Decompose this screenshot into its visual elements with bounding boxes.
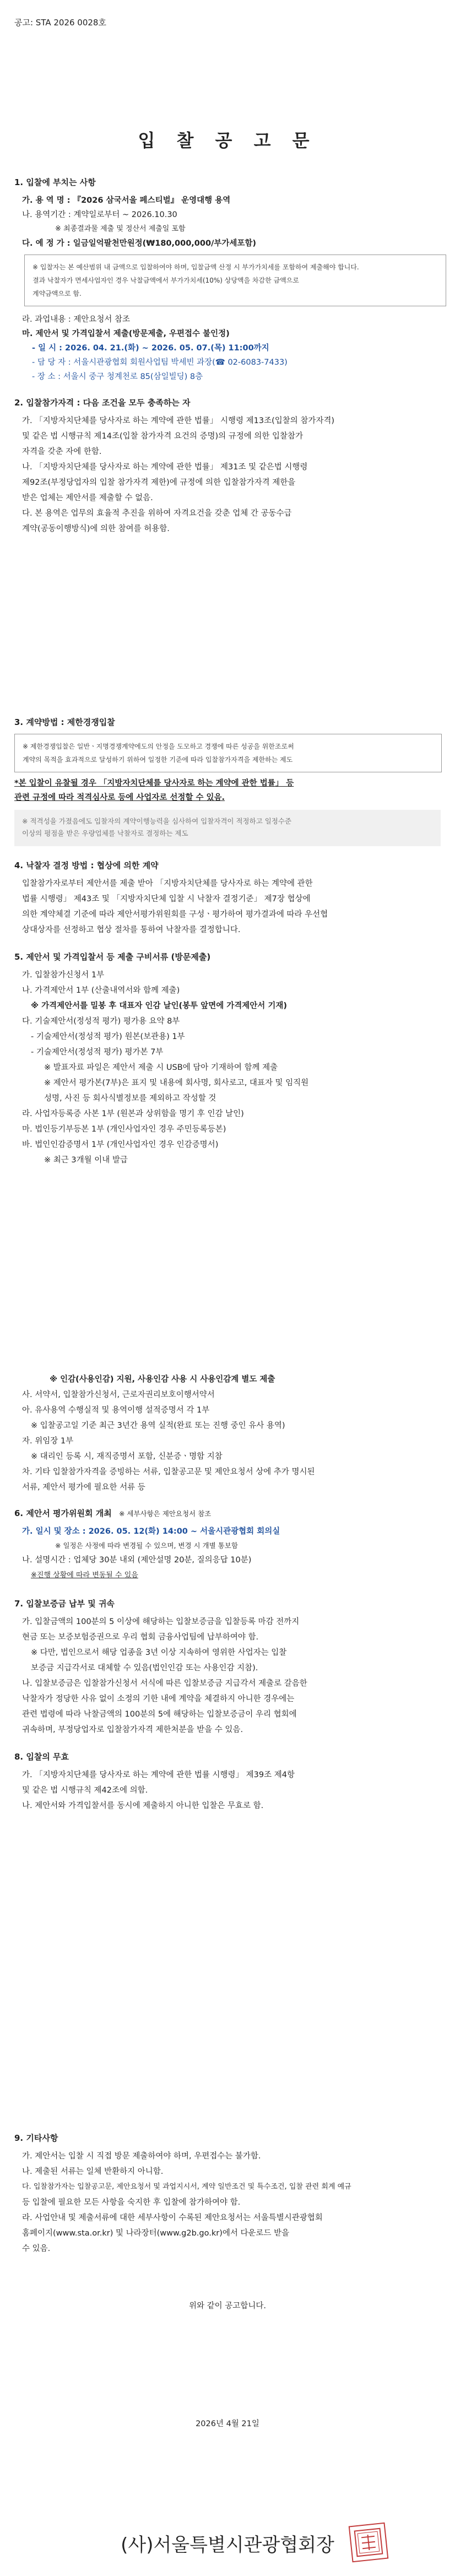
misc-line: 다. 입찰참가자는 입찰공고문, 제안요청서 및 과업지시서, 계약 일반조건 및 특수조건, 입찰 관련 회계 예규 <box>22 2183 351 2191</box>
seal-note: ※ 인감(사용인감) 지원, 사용인감 사용 시 사용인감계 별도 제출 <box>50 1375 275 1384</box>
committee-datetime: 가. 일시 및 장소 : 2026. 05. 12(화) 14:00 ~ 서울시관광협회 회의실 <box>22 1527 280 1536</box>
estimated-price: 다. 예 정 가 : 일금일억팔천만원정(₩180,000,000/부가세포함) <box>22 239 257 248</box>
committee-note: ※ 일정은 사정에 따라 변경될 수 있으며, 변경 시 개별 통보함 <box>55 1541 238 1550</box>
qual-line: 받은 업체는 제안서를 제출할 수 없음. <box>22 494 153 502</box>
doc-line: - 기술제안서(정성적 평가) 평가본 7부 <box>31 1048 164 1057</box>
qual-line: 및 같은 법 시행규칙 제14조(입찰 참가자격 요건의 증명)의 규정에 의한 입찰참가 <box>22 432 304 441</box>
misc-line: 라. 사업안내 및 제출서류에 대한 세부사항이 수록된 제안요청서는 서울특별시관광협회 <box>22 2214 323 2222</box>
invalid-line: 가. 「지방자치단체를 당사자로 하는 계약에 관한 법률 시행령」 제39조 제4항 <box>22 1771 295 1779</box>
deposit-line: 낙찰자가 정당한 사유 없이 소정의 기한 내에 계약을 체결하지 아니한 경우에는 <box>22 1695 295 1703</box>
deposit-line: 나. 입찰보증금은 입찰참가신청서 서식에 따른 입찰보증금 지급각서 제출로 갈음한 <box>22 1679 307 1688</box>
doc-line: ※ 가격제안서를 밀봉 후 대표자 인감 날인(봉투 앞면에 가격제안서 기재) <box>31 1002 287 1010</box>
official-seal <box>349 2523 389 2563</box>
invalid-line: 나. 제안서와 가격입찰서를 동시에 제출하지 아니한 입찰은 무효로 함. <box>22 1801 264 1810</box>
presentation-note: ※진행 상황에 따라 변동될 수 있음 <box>31 1571 138 1579</box>
deposit-line: 가. 입찰금액의 100분의 5 이상에 해당하는 입찰보증금을 입찰등록 마감 전까지 <box>22 1617 300 1626</box>
service-name: 가. 용 역 명 : 『2026 삼국서울 페스티벌』 운영대행 용역 <box>22 196 231 205</box>
section-7-heading: 7. 입찰보증금 납부 및 귀속 <box>14 1599 115 1609</box>
contract-note-1: ※ 제한경쟁입찰은 일반ㆍ지명경쟁계약에도의 안정을 도모하고 경쟁에 따른 성공을 위한조로써 <box>23 743 294 750</box>
deposit-line: 현금 또는 보증보험증권으로 우리 협회 금융사업팀에 납부하여야 함. <box>22 1633 259 1642</box>
doc-line: 사. 서약서, 입찰참가신청서, 근로자권리보호이행서약서 <box>22 1390 215 1399</box>
submission-location: - 장 소 : 서울시 중구 청계천로 85(삼일빌딩) 8층 <box>32 372 203 381</box>
doc-line: 라. 사업자등록증 사본 1부 (원본과 상위함을 명기 후 인감 날인) <box>22 1110 244 1118</box>
rebid-notice-2: 관련 규정에 따라 적격심사로 등에 사업자로 선정할 수 있음. <box>14 793 225 802</box>
doc-line: 자. 위임장 1부 <box>22 1437 74 1446</box>
doc-line: 바. 법인인감증명서 1부 (개인사업자인 경우 인감증명서) <box>22 1140 219 1149</box>
doc-line: 아. 유사용역 수행실적 및 용역이행 설적증명서 각 1부 <box>22 1406 210 1415</box>
price-note-box <box>24 255 446 306</box>
submission-date: - 일 시 : 2026. 04. 21.(화) ~ 2026. 05. 07.(목) 11:00까지 <box>32 344 269 353</box>
price-note-1: ※ 입찰자는 본 예산범위 내 금액으로 입찰하여야 하며, 입찰금액 산정 시 부가가치세를 포함하여 제출해야 합니다. <box>32 263 359 271</box>
doc-line: ※ 제안서 평가본(7부)은 표지 및 내용에 회사명, 회사로고, 대표자 및 임직원 <box>44 1079 309 1087</box>
invalid-line: 및 같은 법 시행규칙 제42조에 의함. <box>22 1786 148 1795</box>
misc-line: 등 입찰에 필요한 모든 사항을 숙지한 후 입찰에 참가하여야 함. <box>22 2198 241 2207</box>
qual-line: 자격을 갖춘 자에 한함. <box>22 447 102 456</box>
award-line: 법률 시행령」 제43조 및 「지방자치단체 입찰 시 낙찰자 결정기준」 제7장 협상에 <box>22 895 311 903</box>
doc-line: 차. 기타 입찰참가자격을 증빙하는 서류, 입찰공고문 및 제안요청서 상에 추가 명시된 <box>22 1468 315 1476</box>
scope-of-work: 라. 과업내용 : 제안요청서 참조 <box>22 315 131 324</box>
doc-line: 서류, 제안서 평가에 필요한 서류 등 <box>22 1483 145 1492</box>
doc-line: 가. 입찰참가신청서 1부 <box>22 971 105 979</box>
review-note-2: 이상의 평점을 받은 우량업체를 낙찰자로 결정하는 제도 <box>22 829 188 837</box>
qual-line: 제92조(부정당업자의 입찰 참가자격 제한)에 규정에 의한 입찰참가자격 제한을 <box>22 478 296 487</box>
section-2-heading: 2. 입찰참가자격 : 다음 조건을 모두 충족하는 자 <box>14 398 191 408</box>
issuer-signature: (사)서울특별시관광협회장 <box>121 2534 334 2556</box>
service-period-note: ※ 최종결과물 제출 및 정산서 제출일 포함 <box>55 225 186 233</box>
submission-heading: 마. 제안서 및 가격입찰서 제출(방문제출, 우편접수 불인정) <box>22 329 230 338</box>
service-period: 나. 용역기간 : 계약일로부터 ~ 2026.10.30 <box>22 210 177 219</box>
section-3-heading: 3. 계약방법 : 제한경쟁입찰 <box>14 717 115 727</box>
section-8-heading: 8. 입찰의 무효 <box>14 1752 69 1762</box>
doc-line: - 기술제안서(정성적 평가) 원본(보관용) 1부 <box>31 1032 185 1041</box>
award-line: 입찰참가자로부터 제안서를 제출 받아 「지방자치단체를 당사자로 하는 계약에 관한 <box>22 879 313 888</box>
section-6-heading <box>14 1507 211 1519</box>
qual-line: 나. 「지방자치단체를 당사자로 하는 계약에 관한 법률」 제31조 및 같은법 시행령 <box>22 463 308 472</box>
contract-note-2: 계약의 목적을 효과적으로 달성하기 위하여 일정한 기준에 따라 입찰참가자격을 제한하는 제도 <box>23 756 293 764</box>
presentation-time: 나. 설명시간 : 업체당 30분 내외 (제안설명 20분, 질의응답 10분) <box>22 1556 252 1565</box>
doc-line: 다. 기술제안서(정성적 평가) 평가용 요약 8부 <box>22 1017 180 1026</box>
doc-line: 나. 가격제안서 1부 (산출내역서와 함께 제출) <box>22 986 180 995</box>
section-9-heading: 9. 기타사항 <box>14 2133 58 2143</box>
deposit-line: 귀속하며, 부정당업자로 입찰참가자격 제한처분을 받을 수 있음. <box>22 1725 243 1734</box>
deposit-line: 관련 법령에 따라 낙찰금액의 100분의 5에 해당하는 입찰보증금이 우리 협회에 <box>22 1710 297 1719</box>
closing-text: 위와 같이 공고합니다. <box>189 2302 266 2310</box>
page-title: 입 찰 공 고 문 <box>138 130 317 151</box>
deposit-line: ※ 다만, 법인으로서 해당 업종을 3년 이상 지속하여 영위한 사업자는 입찰 <box>31 1648 287 1657</box>
price-note-3: 계약금액으로 함. <box>32 290 82 297</box>
doc-line: ※ 발표자료 파일은 제안서 제출 시 USB에 담아 기재하여 함께 제출 <box>44 1063 278 1072</box>
qual-line: 다. 본 용역은 업무의 효율적 추진을 위하여 자격요건을 갖춘 업체 간 공동수급 <box>22 509 292 518</box>
submission-contact: - 담 당 자 : 서울시관광협회 회원사업팀 박세빈 과장(☎ 02-6083-7433) <box>32 358 288 367</box>
section-5-heading: 5. 제안서 및 가격입찰서 등 제출 구비서류 (방문제출) <box>14 952 211 962</box>
award-line: 상대상자를 선정하고 협상 절차를 통하여 낙찰자를 결정합니다. <box>22 926 241 934</box>
misc-line: 나. 제출된 서류는 일체 반환하지 아니함. <box>22 2167 164 2176</box>
qual-line: 가. 「지방자치단체를 당사자로 하는 계약에 관한 법률」 시행령 제13조(입찰의 참가자격) <box>22 416 335 425</box>
doc-line: ※ 입찰공고일 기준 최근 3년간 용역 실적(완료 또는 진행 중인 유사 용역) <box>31 1421 285 1430</box>
doc-line: 마. 법인등기부등본 1부 (개인사업자인 경우 주민등록등본) <box>22 1125 226 1134</box>
deposit-line: 보증금 지급각서로 대체할 수 있음(법인인감 또는 사용인감 지참). <box>31 1664 258 1673</box>
award-line: 의한 계약체결 기준에 따라 제안서평가위원회를 구성ㆍ평가하여 평가결과에 따라 우선협 <box>22 910 328 919</box>
section-4-heading: 4. 낙찰자 결정 방법 : 협상에 의한 계약 <box>14 861 159 870</box>
misc-line: 가. 제안서는 입찰 시 직접 방문 제출하여야 하며, 우편접수는 불가함. <box>22 2152 261 2161</box>
review-note-1: ※ 적격성을 가졌음에도 입찰자의 계약이행능력을 심사하여 입찰자격이 적정하고 일정수준 <box>22 817 292 825</box>
misc-line: 수 있음. <box>22 2244 51 2253</box>
contract-method-note <box>14 734 442 772</box>
qualification-review-note <box>14 810 441 846</box>
section-6-title: 6. 제안서 평가위원회 개최 <box>14 1508 112 1518</box>
section-6-note: ※ 세부사항은 제안요청서 참조 <box>118 1509 212 1518</box>
seal-icon <box>353 2526 384 2558</box>
qual-line: 계약(공동이행방식)에 의한 참여를 허용함. <box>22 524 170 533</box>
doc-line: 성명, 사진 등 회사식별정보를 제외하고 작성할 것 <box>44 1094 216 1103</box>
notice-date: 2026년 4월 21일 <box>196 2420 259 2428</box>
price-note-2: 결과 낙찰자가 면세사업자인 경우 낙찰금액에서 부가가치세(10%) 상당액을 차감한 금액으로 <box>32 277 299 284</box>
section-1-heading: 1. 입찰에 부치는 사항 <box>14 177 96 187</box>
doc-line: ※ 대리인 등록 시, 재직증명서 포함, 신분증ㆍ명함 지참 <box>31 1452 223 1461</box>
misc-line: 홈페이지(www.sta.or.kr) 및 나라장터(www.g2b.go.kr)에서 다운로드 받을 <box>22 2229 290 2238</box>
doc-line: ※ 최근 3개월 이내 발급 <box>44 1156 128 1165</box>
rebid-notice-1: *본 입찰이 유찰될 경우 「지방자치단체를 당사자로 하는 계약에 관한 법률」 등 <box>14 779 294 788</box>
notice-number: 공고: STA 2026 0028호 <box>14 18 106 28</box>
